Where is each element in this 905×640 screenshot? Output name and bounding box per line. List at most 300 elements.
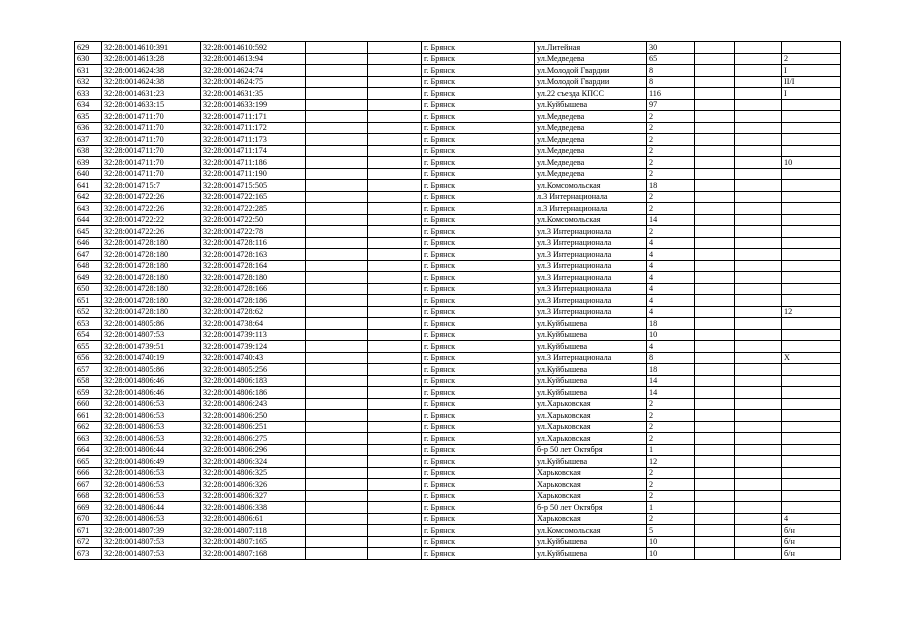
empty-cell: [735, 111, 782, 123]
row-number-cell: 672: [75, 536, 102, 548]
street-cell: ул.3 Интернационала: [535, 272, 647, 284]
table-row: [75, 260, 841, 272]
house-number-cell: 2: [647, 168, 695, 180]
apartment-cell: X: [782, 352, 841, 364]
empty-cell: [306, 295, 368, 307]
city-cell: г. Брянск: [422, 306, 535, 318]
parcel-cadastral-cell: 32:28:0014613:28: [102, 53, 201, 65]
row-number-cell: 658: [75, 375, 102, 387]
empty-cell: [368, 134, 422, 146]
empty-cell: [695, 398, 735, 410]
empty-cell: [735, 467, 782, 479]
table-row: [75, 479, 841, 491]
document-page: [74, 41, 840, 560]
object-cadastral-cell: 32:28:0014728:62: [201, 306, 306, 318]
empty-cell: [695, 42, 735, 54]
table-row: [75, 88, 841, 100]
table-row: [75, 122, 841, 134]
empty-cell: [368, 283, 422, 295]
parcel-cadastral-cell: 32:28:0014711:70: [102, 122, 201, 134]
parcel-cadastral-cell: 32:28:0014806:53: [102, 433, 201, 445]
object-cadastral-cell: 32:28:0014711:186: [201, 157, 306, 169]
empty-cell: [306, 134, 368, 146]
table-row: [75, 329, 841, 341]
empty-cell: [306, 306, 368, 318]
empty-cell: [306, 467, 368, 479]
empty-cell: [735, 548, 782, 560]
row-number-cell: 641: [75, 180, 102, 192]
house-number-cell: 8: [647, 352, 695, 364]
empty-cell: [306, 364, 368, 376]
row-number-cell: 630: [75, 53, 102, 65]
empty-cell: [306, 502, 368, 514]
house-number-cell: 2: [647, 479, 695, 491]
empty-cell: [368, 364, 422, 376]
object-cadastral-cell: 32:28:0014728:186: [201, 295, 306, 307]
object-cadastral-cell: 32:28:0014624:74: [201, 65, 306, 77]
object-cadastral-cell: 32:28:0014728:180: [201, 272, 306, 284]
empty-cell: [695, 249, 735, 261]
empty-cell: [695, 513, 735, 525]
apartment-cell: [782, 456, 841, 468]
parcel-cadastral-cell: 32:28:0014807:53: [102, 329, 201, 341]
object-cadastral-cell: 32:28:0014806:243: [201, 398, 306, 410]
empty-cell: [695, 272, 735, 284]
row-number-cell: 649: [75, 272, 102, 284]
street-cell: Харьковская: [535, 479, 647, 491]
street-cell: ул.Куйбышева: [535, 318, 647, 330]
empty-cell: [735, 42, 782, 54]
empty-cell: [306, 398, 368, 410]
apartment-cell: [782, 249, 841, 261]
row-number-cell: 665: [75, 456, 102, 468]
object-cadastral-cell: 32:28:0014728:164: [201, 260, 306, 272]
house-number-cell: 2: [647, 398, 695, 410]
table-row: [75, 237, 841, 249]
empty-cell: [695, 364, 735, 376]
house-number-cell: 18: [647, 180, 695, 192]
city-cell: г. Брянск: [422, 122, 535, 134]
parcel-cadastral-cell: 32:28:0014728:180: [102, 295, 201, 307]
city-cell: г. Брянск: [422, 352, 535, 364]
city-cell: г. Брянск: [422, 513, 535, 525]
empty-cell: [695, 433, 735, 445]
row-number-cell: 642: [75, 191, 102, 203]
apartment-cell: [782, 410, 841, 422]
row-number-cell: 660: [75, 398, 102, 410]
empty-cell: [306, 490, 368, 502]
city-cell: г. Брянск: [422, 421, 535, 433]
empty-cell: [368, 433, 422, 445]
table-row: [75, 168, 841, 180]
empty-cell: [306, 341, 368, 353]
house-number-cell: 2: [647, 410, 695, 422]
city-cell: г. Брянск: [422, 525, 535, 537]
row-number-cell: 669: [75, 502, 102, 514]
house-number-cell: 1: [647, 444, 695, 456]
object-cadastral-cell: 32:28:0014805:256: [201, 364, 306, 376]
table-row: [75, 42, 841, 54]
empty-cell: [306, 226, 368, 238]
empty-cell: [735, 364, 782, 376]
object-cadastral-cell: 32:28:0014624:75: [201, 76, 306, 88]
apartment-cell: 2: [782, 53, 841, 65]
table-row: [75, 180, 841, 192]
apartment-cell: [782, 364, 841, 376]
empty-cell: [306, 433, 368, 445]
apartment-cell: б/н: [782, 525, 841, 537]
city-cell: г. Брянск: [422, 283, 535, 295]
city-cell: г. Брянск: [422, 536, 535, 548]
apartment-cell: 4: [782, 513, 841, 525]
empty-cell: [368, 341, 422, 353]
parcel-cadastral-cell: 32:28:0014728:180: [102, 272, 201, 284]
apartment-cell: [782, 283, 841, 295]
object-cadastral-cell: 32:28:0014711:171: [201, 111, 306, 123]
empty-cell: [306, 111, 368, 123]
empty-cell: [368, 65, 422, 77]
empty-cell: [735, 237, 782, 249]
empty-cell: [368, 513, 422, 525]
table-row: [75, 341, 841, 353]
table-row: [75, 249, 841, 261]
empty-cell: [735, 295, 782, 307]
table-row: [75, 387, 841, 399]
row-number-cell: 654: [75, 329, 102, 341]
apartment-cell: I: [782, 65, 841, 77]
city-cell: г. Брянск: [422, 398, 535, 410]
apartment-cell: [782, 203, 841, 215]
empty-cell: [695, 352, 735, 364]
street-cell: ул.3 Интернационала: [535, 306, 647, 318]
row-number-cell: 663: [75, 433, 102, 445]
object-cadastral-cell: 32:28:0014806:325: [201, 467, 306, 479]
empty-cell: [368, 111, 422, 123]
empty-cell: [306, 421, 368, 433]
empty-cell: [695, 467, 735, 479]
empty-cell: [368, 168, 422, 180]
empty-cell: [695, 387, 735, 399]
table-row: [75, 536, 841, 548]
empty-cell: [306, 157, 368, 169]
city-cell: г. Брянск: [422, 249, 535, 261]
empty-cell: [695, 306, 735, 318]
row-number-cell: 648: [75, 260, 102, 272]
row-number-cell: 664: [75, 444, 102, 456]
empty-cell: [306, 318, 368, 330]
empty-cell: [735, 329, 782, 341]
street-cell: л.3 Интернационала: [535, 203, 647, 215]
city-cell: г. Брянск: [422, 168, 535, 180]
empty-cell: [695, 237, 735, 249]
row-number-cell: 645: [75, 226, 102, 238]
empty-cell: [306, 387, 368, 399]
parcel-cadastral-cell: 32:28:0014806:53: [102, 513, 201, 525]
empty-cell: [695, 536, 735, 548]
parcel-cadastral-cell: 32:28:0014806:53: [102, 410, 201, 422]
row-number-cell: 632: [75, 76, 102, 88]
parcel-cadastral-cell: 32:28:0014722:22: [102, 214, 201, 226]
table-row: [75, 467, 841, 479]
parcel-cadastral-cell: 32:28:0014806:53: [102, 421, 201, 433]
register-table: [74, 41, 841, 560]
empty-cell: [735, 410, 782, 422]
object-cadastral-cell: 32:28:0014728:163: [201, 249, 306, 261]
table-row: [75, 76, 841, 88]
empty-cell: [695, 490, 735, 502]
empty-cell: [368, 180, 422, 192]
empty-cell: [368, 548, 422, 560]
street-cell: ул.Куйбышева: [535, 375, 647, 387]
city-cell: г. Брянск: [422, 318, 535, 330]
empty-cell: [695, 191, 735, 203]
empty-cell: [735, 479, 782, 491]
house-number-cell: 10: [647, 548, 695, 560]
row-number-cell: 640: [75, 168, 102, 180]
object-cadastral-cell: 32:28:0014807:118: [201, 525, 306, 537]
house-number-cell: 2: [647, 490, 695, 502]
street-cell: Харьковская: [535, 467, 647, 479]
empty-cell: [695, 111, 735, 123]
row-number-cell: 668: [75, 490, 102, 502]
street-cell: ул.Молодой Гвардии: [535, 76, 647, 88]
row-number-cell: 656: [75, 352, 102, 364]
empty-cell: [306, 145, 368, 157]
object-cadastral-cell: 32:28:0014806:296: [201, 444, 306, 456]
apartment-cell: [782, 341, 841, 353]
empty-cell: [735, 375, 782, 387]
house-number-cell: 10: [647, 329, 695, 341]
city-cell: г. Брянск: [422, 295, 535, 307]
empty-cell: [735, 387, 782, 399]
empty-cell: [368, 122, 422, 134]
table-row: [75, 134, 841, 146]
row-number-cell: 670: [75, 513, 102, 525]
empty-cell: [695, 341, 735, 353]
apartment-cell: [782, 42, 841, 54]
empty-cell: [735, 168, 782, 180]
empty-cell: [368, 191, 422, 203]
empty-cell: [306, 283, 368, 295]
row-number-cell: 636: [75, 122, 102, 134]
empty-cell: [306, 237, 368, 249]
empty-cell: [368, 502, 422, 514]
table-row: [75, 226, 841, 238]
empty-cell: [695, 53, 735, 65]
street-cell: ул.Молодой Гвардии: [535, 65, 647, 77]
empty-cell: [368, 479, 422, 491]
empty-cell: [735, 456, 782, 468]
parcel-cadastral-cell: 32:28:0014711:70: [102, 168, 201, 180]
house-number-cell: 4: [647, 306, 695, 318]
apartment-cell: [782, 387, 841, 399]
street-cell: ул.Медведева: [535, 111, 647, 123]
empty-cell: [695, 283, 735, 295]
city-cell: г. Брянск: [422, 191, 535, 203]
empty-cell: [306, 180, 368, 192]
row-number-cell: 655: [75, 341, 102, 353]
table-row: [75, 283, 841, 295]
empty-cell: [735, 490, 782, 502]
city-cell: г. Брянск: [422, 99, 535, 111]
parcel-cadastral-cell: 32:28:0014722:26: [102, 226, 201, 238]
row-number-cell: 666: [75, 467, 102, 479]
table-row: [75, 410, 841, 422]
house-number-cell: 4: [647, 272, 695, 284]
apartment-cell: [782, 191, 841, 203]
row-number-cell: 629: [75, 42, 102, 54]
empty-cell: [735, 283, 782, 295]
street-cell: ул.3 Интернационала: [535, 226, 647, 238]
street-cell: ул.22 съезда КПСС: [535, 88, 647, 100]
empty-cell: [695, 145, 735, 157]
empty-cell: [735, 272, 782, 284]
empty-cell: [695, 444, 735, 456]
empty-cell: [735, 122, 782, 134]
row-number-cell: 653: [75, 318, 102, 330]
house-number-cell: 97: [647, 99, 695, 111]
row-number-cell: 652: [75, 306, 102, 318]
parcel-cadastral-cell: 32:28:0014806:53: [102, 467, 201, 479]
object-cadastral-cell: 32:28:0014722:285: [201, 203, 306, 215]
object-cadastral-cell: 32:28:0014722:78: [201, 226, 306, 238]
parcel-cadastral-cell: 32:28:0014807:53: [102, 548, 201, 560]
empty-cell: [368, 42, 422, 54]
apartment-cell: [782, 375, 841, 387]
table-row: [75, 548, 841, 560]
table-row: [75, 375, 841, 387]
empty-cell: [368, 272, 422, 284]
empty-cell: [306, 76, 368, 88]
house-number-cell: 2: [647, 226, 695, 238]
street-cell: ул.3 Интернационала: [535, 283, 647, 295]
empty-cell: [735, 513, 782, 525]
empty-cell: [368, 375, 422, 387]
table-row: [75, 306, 841, 318]
object-cadastral-cell: 32:28:0014806:324: [201, 456, 306, 468]
empty-cell: [306, 203, 368, 215]
empty-cell: [735, 145, 782, 157]
object-cadastral-cell: 32:28:0014806:275: [201, 433, 306, 445]
street-cell: ул.3 Интернационала: [535, 295, 647, 307]
house-number-cell: 2: [647, 203, 695, 215]
object-cadastral-cell: 32:28:0014711:174: [201, 145, 306, 157]
city-cell: г. Брянск: [422, 490, 535, 502]
street-cell: ул.3 Интернационала: [535, 237, 647, 249]
house-number-cell: 1: [647, 502, 695, 514]
apartment-cell: [782, 237, 841, 249]
row-number-cell: 635: [75, 111, 102, 123]
apartment-cell: [782, 260, 841, 272]
row-number-cell: 657: [75, 364, 102, 376]
apartment-cell: [782, 168, 841, 180]
house-number-cell: 2: [647, 111, 695, 123]
empty-cell: [306, 260, 368, 272]
empty-cell: [695, 421, 735, 433]
empty-cell: [735, 260, 782, 272]
table-row: [75, 65, 841, 77]
parcel-cadastral-cell: 32:28:0014806:53: [102, 398, 201, 410]
empty-cell: [306, 329, 368, 341]
table-row: [75, 318, 841, 330]
parcel-cadastral-cell: 32:28:0014711:70: [102, 111, 201, 123]
empty-cell: [368, 421, 422, 433]
empty-cell: [306, 214, 368, 226]
table-row: [75, 272, 841, 284]
city-cell: г. Брянск: [422, 375, 535, 387]
empty-cell: [735, 214, 782, 226]
city-cell: г. Брянск: [422, 329, 535, 341]
row-number-cell: 634: [75, 99, 102, 111]
row-number-cell: 651: [75, 295, 102, 307]
parcel-cadastral-cell: 32:28:0014806:46: [102, 387, 201, 399]
row-number-cell: 644: [75, 214, 102, 226]
empty-cell: [735, 444, 782, 456]
table-row: [75, 444, 841, 456]
table-row: [75, 203, 841, 215]
table-row: [75, 99, 841, 111]
street-cell: ул.Харьковская: [535, 410, 647, 422]
street-cell: л.3 Интернационала: [535, 191, 647, 203]
table-row: [75, 111, 841, 123]
parcel-cadastral-cell: 32:28:0014806:46: [102, 375, 201, 387]
object-cadastral-cell: 32:28:0014806:326: [201, 479, 306, 491]
empty-cell: [368, 352, 422, 364]
object-cadastral-cell: 32:28:0014806:250: [201, 410, 306, 422]
apartment-cell: б/н: [782, 536, 841, 548]
row-number-cell: 637: [75, 134, 102, 146]
street-cell: ул.Харьковская: [535, 398, 647, 410]
table-row: [75, 214, 841, 226]
empty-cell: [695, 548, 735, 560]
object-cadastral-cell: 32:28:0014739:124: [201, 341, 306, 353]
apartment-cell: II/I: [782, 76, 841, 88]
city-cell: г. Брянск: [422, 433, 535, 445]
city-cell: г. Брянск: [422, 479, 535, 491]
house-number-cell: 8: [647, 76, 695, 88]
empty-cell: [368, 329, 422, 341]
empty-cell: [695, 88, 735, 100]
empty-cell: [368, 525, 422, 537]
house-number-cell: 30: [647, 42, 695, 54]
table-row: [75, 421, 841, 433]
parcel-cadastral-cell: 32:28:0014711:70: [102, 157, 201, 169]
empty-cell: [368, 295, 422, 307]
empty-cell: [735, 421, 782, 433]
object-cadastral-cell: 32:28:0014722:165: [201, 191, 306, 203]
house-number-cell: 12: [647, 456, 695, 468]
empty-cell: [306, 479, 368, 491]
empty-cell: [695, 180, 735, 192]
house-number-cell: 116: [647, 88, 695, 100]
apartment-cell: I: [782, 88, 841, 100]
empty-cell: [306, 548, 368, 560]
empty-cell: [306, 53, 368, 65]
apartment-cell: [782, 111, 841, 123]
empty-cell: [306, 99, 368, 111]
empty-cell: [368, 237, 422, 249]
street-cell: ул.Куйбышева: [535, 548, 647, 560]
apartment-cell: 12: [782, 306, 841, 318]
empty-cell: [735, 180, 782, 192]
empty-cell: [735, 398, 782, 410]
house-number-cell: 4: [647, 237, 695, 249]
empty-cell: [695, 502, 735, 514]
empty-cell: [368, 203, 422, 215]
parcel-cadastral-cell: 32:28:0014715:7: [102, 180, 201, 192]
apartment-cell: [782, 490, 841, 502]
parcel-cadastral-cell: 32:28:0014807:53: [102, 536, 201, 548]
